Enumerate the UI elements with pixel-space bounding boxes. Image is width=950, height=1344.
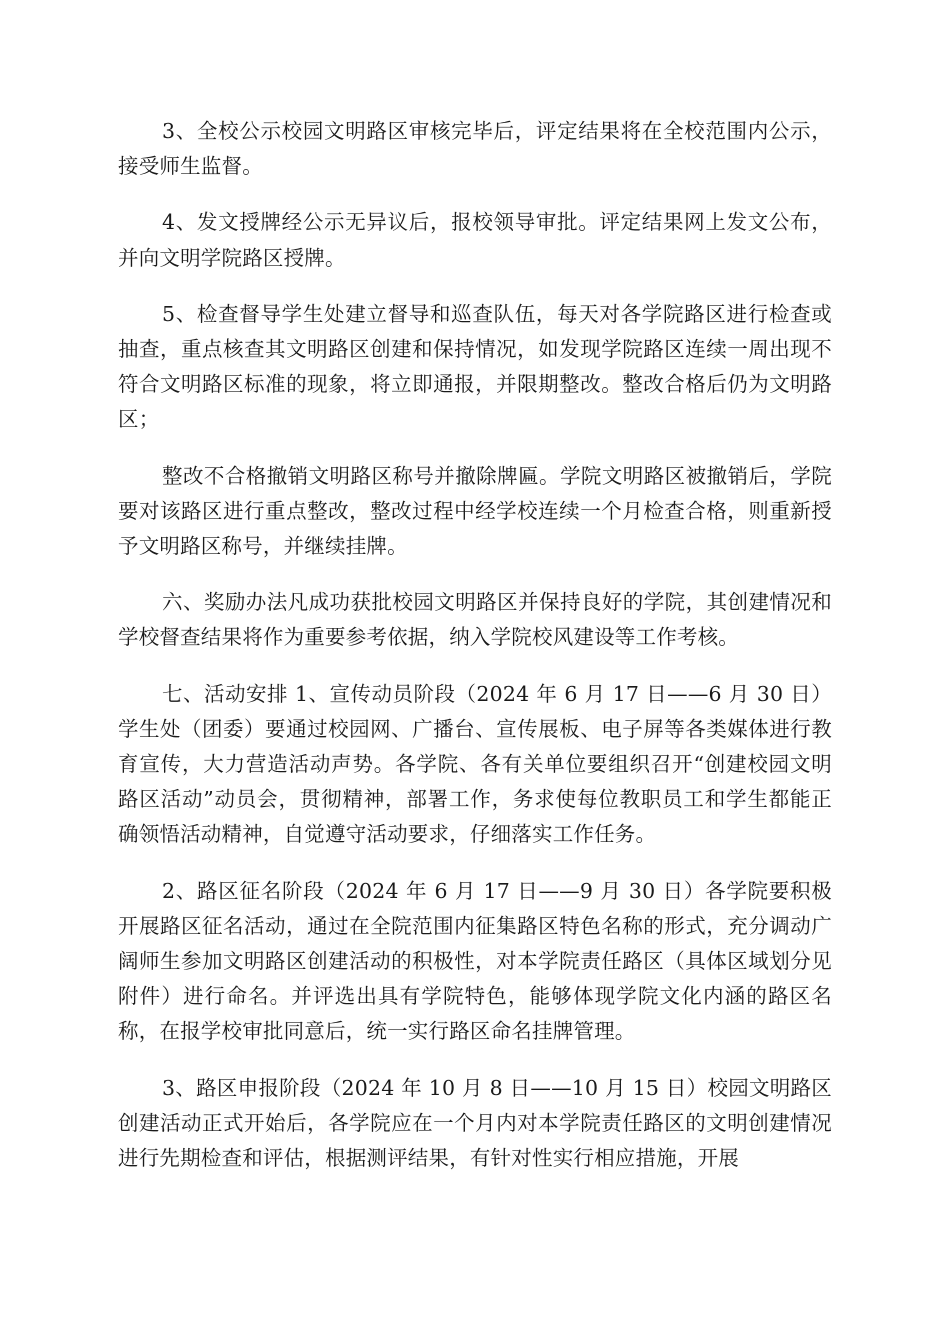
- paragraph-award-plaque: 4、发文授牌经公示无异议后，报校领导审批。评定结果网上发文公布，并向文明学院路区授牌。: [118, 210, 832, 270]
- paragraph-naming: 2、路区征名阶段（2024 年 6 月 17 日——9 月 30 日）各学院要积极开展路区征名活动，通过在全院范围内征集路区特色名称的形式，充分调动广阔师生参加文明路区创建活动的积极性，对本学院责任路区（具体区域划分见附件）进行命名。并评选出具有学院特色，能够体现学院文化内涵的路区名称，在报学校审批同意后，统一实行路区命名挂牌管理。: [118, 878, 832, 1044]
- paragraph-application: 3、路区申报阶段（2024 年 10 月 8 日——10 月 15 日）校园文明路区创建活动正式开始后，各学院应在一个月内对本学院责任路区的文明创建情况进行先期检查和评估，根据测评结果，有针对性实行相应措施，开展: [118, 1075, 832, 1171]
- document-body: [118, 114, 832, 1197]
- paragraph-revocation: 整改不合格撤销文明路区称号并撤除牌匾。学院文明路区被撤销后，学院要对该路区进行重点整改，整改过程中经学校连续一个月检查合格，则重新授予文明路区称号，并继续挂牌。: [118, 463, 832, 559]
- paragraph-inspection: 5、检查督导学生处建立督导和巡查队伍，每天对各学院路区进行检查或抽查，重点核查其文明路区创建和保持情况，如发现学院路区连续一周出现不符合文明路区标准的现象，将立即通报，并限期整改。整改合格后仍为文明路区；: [118, 301, 832, 432]
- paragraph-mobilization: 七、活动安排 1、宣传动员阶段（2024 年 6 月 17 日——6 月 30 日）学生处（团委）要通过校园网、广播台、宣传展板、电子屏等各类媒体进行教育宣传，大力营造活动声势。各学院、各有关单位要组织召开“创建校园文明路区活动”动员会，贯彻精神，部署工作，务求使每位教职员工和学生都能正确领悟活动精神，自觉遵守活动要求，仔细落实工作任务。: [118, 681, 832, 847]
- paragraph-publicity: 3、全校公示校园文明路区审核完毕后，评定结果将在全校范围内公示，接受师生监督。: [118, 119, 832, 179]
- paragraph-rewards: 六、奖励办法凡成功获批校园文明路区并保持良好的学院，其创建情况和学校督查结果将作为重要参考依据，纳入学院校风建设等工作考核。: [118, 590, 832, 650]
